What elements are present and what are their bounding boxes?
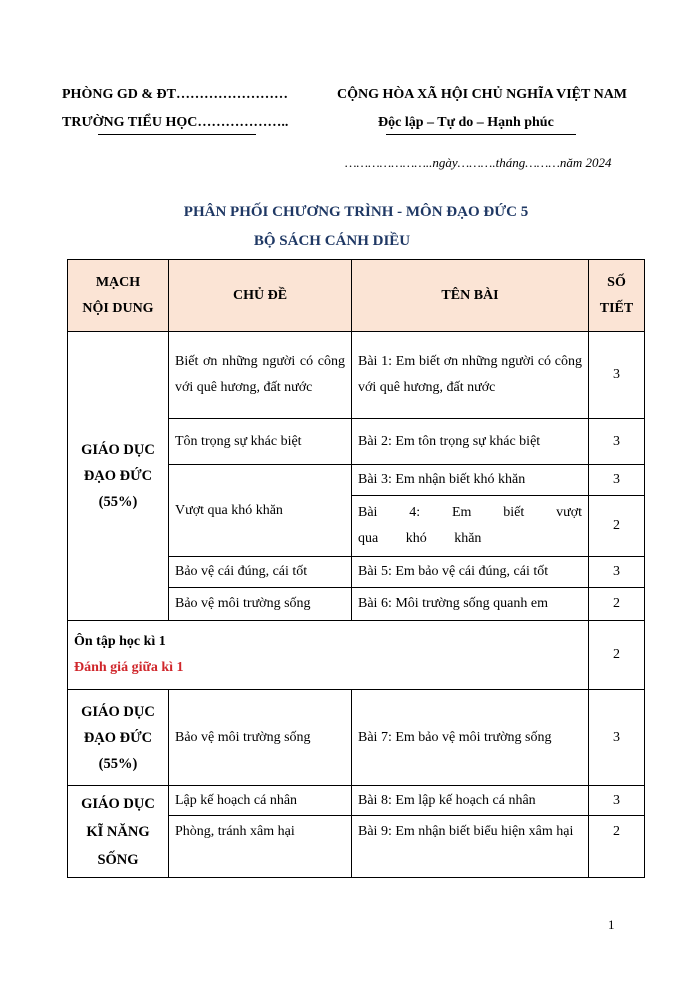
topic-cell: Bảo vệ môi trường sống (169, 588, 352, 621)
lesson-cell: Bài 7: Em bảo vệ môi trường sống (352, 690, 589, 786)
header-topic: CHỦ ĐỀ (169, 260, 352, 332)
lesson-cell: Bài 2: Em tôn trọng sự khác biệt (352, 419, 589, 465)
table-row (68, 786, 645, 816)
national-motto: Độc lập – Tự do – Hạnh phúc (378, 115, 554, 130)
table-row (68, 690, 645, 786)
lesson-cell: Bài 6: Môi trường sống quanh em (352, 588, 589, 621)
document-subtitle: BỘ SÁCH CÁNH DIỀU (253, 233, 411, 249)
periods-cell: 3 (589, 332, 645, 419)
periods-cell: 2 (589, 588, 645, 621)
topic-cell: Bảo vệ cái đúng, cái tốt (169, 557, 352, 588)
lesson-cell: Bài 9: Em nhận biết biểu hiện xâm hại (352, 816, 589, 878)
document-title: PHÂN PHỐI CHƯƠNG TRÌNH - MÔN ĐẠO ĐỨC 5 (183, 204, 529, 220)
date-line: …………………..ngày……….tháng………năm 2024 (345, 155, 612, 170)
periods-cell: 2 (589, 496, 645, 557)
periods-cell: 3 (589, 690, 645, 786)
review-row (68, 621, 645, 690)
group-life-skills: GIÁO DỤC KĨ NĂNG SỐNG (68, 786, 169, 878)
lesson-cell: Bài 5: Em bảo vệ cái đúng, cái tốt (352, 557, 589, 588)
topic-cell: Bảo vệ môi trường sống (169, 690, 352, 786)
periods-cell: 3 (589, 786, 645, 816)
topic-cell: Lập kế hoạch cá nhân (169, 786, 352, 816)
page-number: 1 (608, 917, 615, 932)
table-header-row (68, 260, 645, 332)
header-lesson: TÊN BÀI (352, 260, 589, 332)
midterm-assessment-label: Đánh giá giữa kì 1 (74, 660, 184, 675)
header-periods: SỐ TIẾT (589, 260, 645, 332)
lesson-cell: Bài 8: Em lập kế hoạch cá nhân (352, 786, 589, 816)
topic-cell: Phòng, tránh xâm hại (169, 816, 352, 878)
lesson-cell: Bài 4: Em biết vượt qua khó khăn (352, 496, 589, 557)
periods-cell: 3 (589, 465, 645, 496)
periods-cell: 2 (589, 621, 645, 690)
topic-cell: Vượt qua khó khăn (169, 465, 352, 557)
lesson-cell: Bài 3: Em nhận biết khó khăn (352, 465, 589, 496)
group-ethics-2: GIÁO DỤC ĐẠO ĐỨC (55%) (68, 690, 169, 786)
department-label: PHÒNG GD & ĐT…………………… (62, 87, 288, 102)
national-title: CỘNG HÒA XÃ HỘI CHỦ NGHĨA VIỆT NAM (337, 87, 628, 102)
group-ethics-1: GIÁO DỤC ĐẠO ĐỨC (55%) (68, 332, 169, 621)
curriculum-table (67, 259, 645, 878)
right-underline (386, 134, 576, 135)
periods-cell: 3 (589, 557, 645, 588)
review-cell (68, 621, 589, 690)
periods-cell: 3 (589, 419, 645, 465)
periods-cell: 2 (589, 816, 645, 878)
topic-cell: Tôn trọng sự khác biệt (169, 419, 352, 465)
topic-cell: Biết ơn những người có công với quê hương, đất nước (169, 332, 352, 419)
table-row (68, 332, 645, 419)
review-label: Ôn tập học kì 1 (74, 634, 166, 649)
left-underline (98, 134, 256, 135)
header-content-area: MẠCH NỘI DUNG (68, 260, 169, 332)
lesson-cell: Bài 1: Em biết ơn những người có công với quê hương, đất nước (352, 332, 589, 419)
school-label: TRƯỜNG TIỂU HỌC……………….. (62, 115, 289, 130)
